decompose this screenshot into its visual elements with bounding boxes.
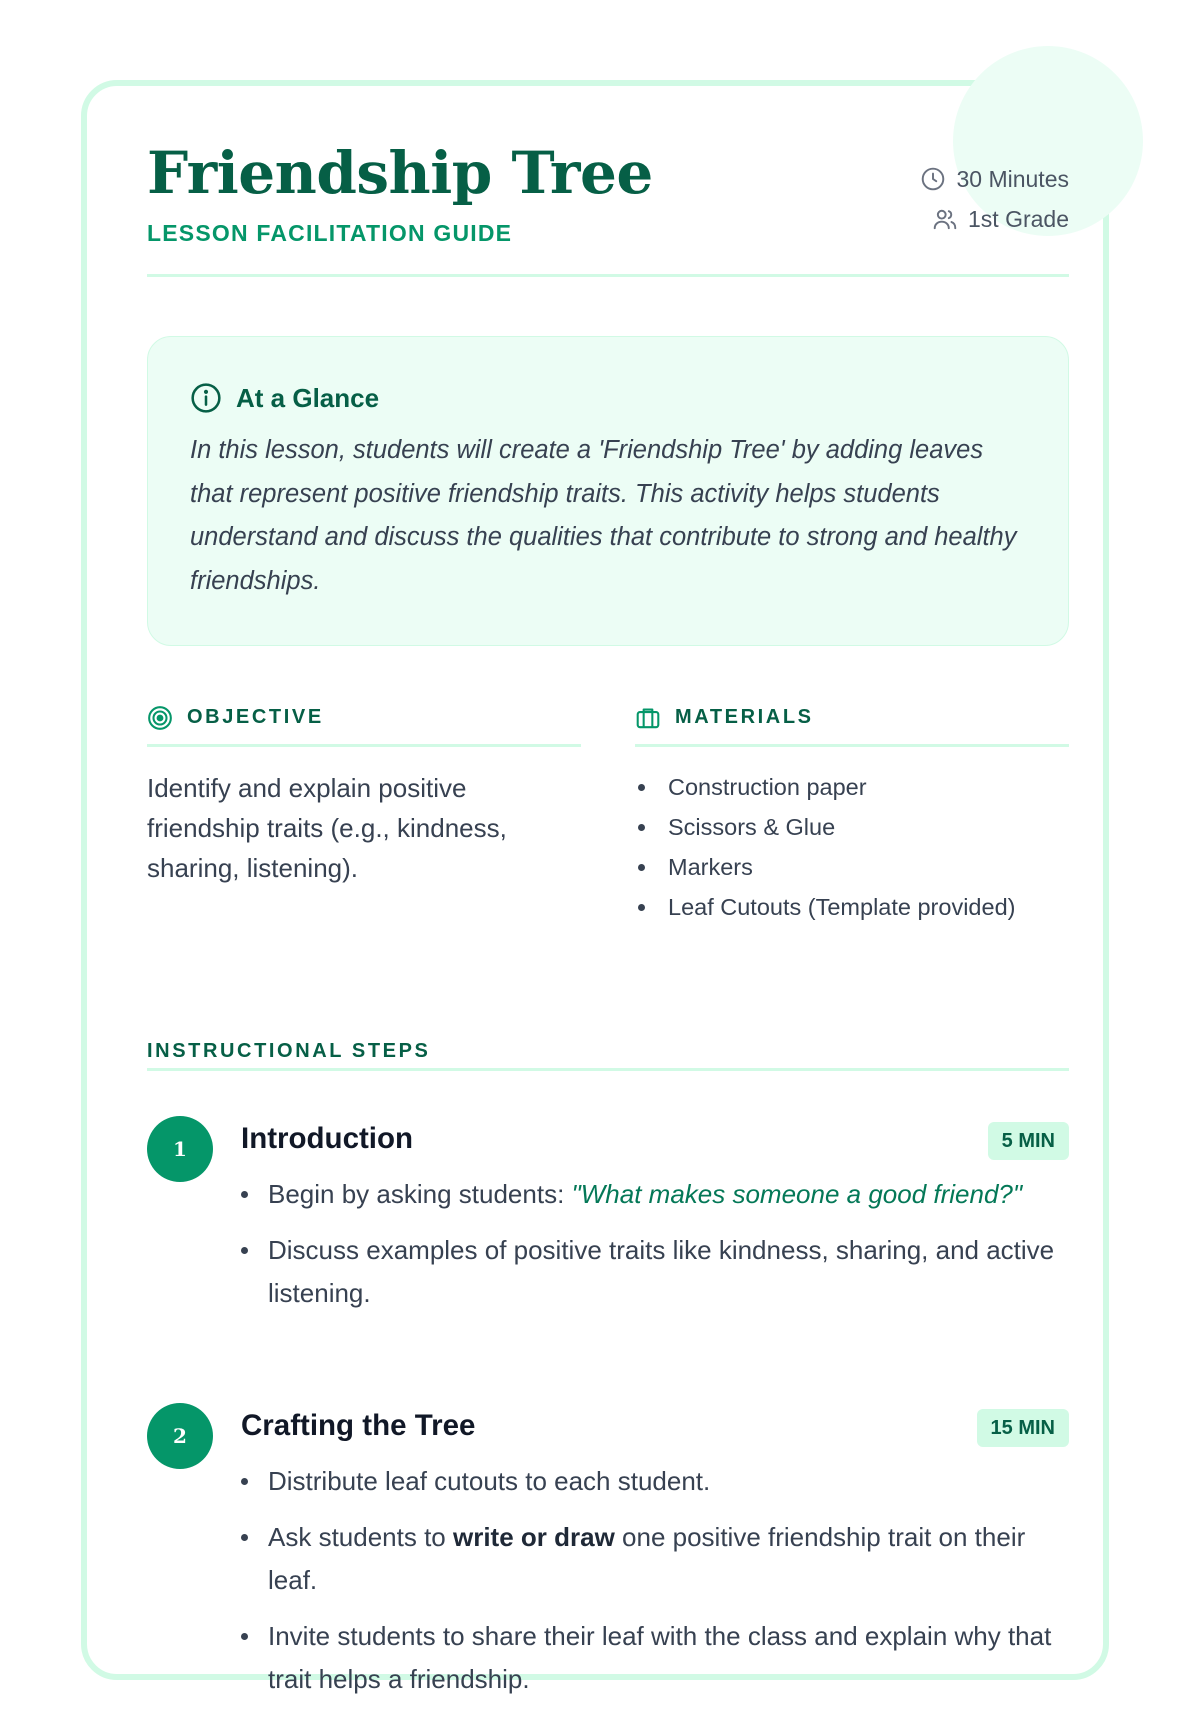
lesson-meta xyxy=(920,159,1069,239)
at-a-glance-title: At a Glance xyxy=(236,382,380,413)
objective-header xyxy=(147,700,581,747)
step-number: 1 xyxy=(147,1116,213,1182)
lesson-card xyxy=(81,80,1109,1694)
bullet-emphasis: write or draw xyxy=(452,1522,615,1552)
materials-section xyxy=(635,700,1069,927)
users-icon xyxy=(932,206,958,232)
step-number: 2 xyxy=(147,1403,213,1469)
step-bullet xyxy=(241,1173,1061,1216)
steps-header xyxy=(147,1032,1069,1071)
clock-icon xyxy=(920,166,946,192)
page-subtitle: LESSON FACILITATION GUIDE xyxy=(147,220,513,246)
target-icon xyxy=(147,705,173,731)
step-title: Crafting the Tree xyxy=(241,1409,476,1442)
objective-text: Identify and explain positive friendship traits (e.g., kindness, sharing, listening). xyxy=(147,773,507,883)
step-time-badge: 5 MIN xyxy=(988,1122,1069,1160)
material-item: Scissors & Glue xyxy=(635,807,1069,847)
info-icon xyxy=(190,382,222,414)
objective-section xyxy=(147,700,581,888)
step-title: Introduction xyxy=(241,1122,414,1155)
at-a-glance-text: In this lesson, students will create a 'Friendship Tree' by adding leaves that represent positive friendship traits. This activity helps students understand and discuss the qualities that contribute to strong and healthy friendships. xyxy=(190,436,1017,595)
step-bullets xyxy=(241,1173,1061,1328)
grade-text: 1st Grade xyxy=(968,205,1069,232)
bullet-text: one positive friendship trait on their leaf. xyxy=(268,1522,1026,1595)
materials-list xyxy=(635,767,1069,927)
materials-header xyxy=(635,700,1069,747)
briefcase-icon xyxy=(635,705,661,731)
bullet-quote: "What makes someone a good friend?" xyxy=(571,1179,1023,1209)
material-item: Markers xyxy=(635,847,1069,887)
page-title: Friendship Tree xyxy=(147,139,653,207)
step-bullet: Distribute leaf cutouts to each student. xyxy=(241,1460,1061,1503)
objective-label: OBJECTIVE xyxy=(187,706,324,728)
step-bullet: Discuss examples of positive traits like kindness, sharing, and active listening. xyxy=(241,1229,1061,1315)
bullet-text: Ask students to xyxy=(268,1522,453,1552)
step-bullet: Invite students to share their leaf with the class and explain why that trait helps a friendship. xyxy=(241,1615,1061,1701)
lesson-header xyxy=(147,86,1069,277)
duration-row xyxy=(920,159,1069,199)
material-item: Construction paper xyxy=(635,767,1069,807)
step-bullet xyxy=(241,1516,1061,1602)
at-a-glance-panel xyxy=(147,336,1069,646)
step-bullets xyxy=(241,1460,1061,1714)
at-a-glance-header xyxy=(190,379,1026,417)
materials-label: MATERIALS xyxy=(675,706,814,728)
bullet-text: Begin by asking students: xyxy=(268,1179,572,1209)
grade-row xyxy=(920,199,1069,239)
steps-label: INSTRUCTIONAL STEPS xyxy=(147,1040,431,1062)
duration-text: 30 Minutes xyxy=(956,165,1069,192)
step-time-badge: 15 MIN xyxy=(977,1409,1069,1447)
material-item: Leaf Cutouts (Template provided) xyxy=(635,887,1069,927)
card-content xyxy=(147,86,1069,1694)
